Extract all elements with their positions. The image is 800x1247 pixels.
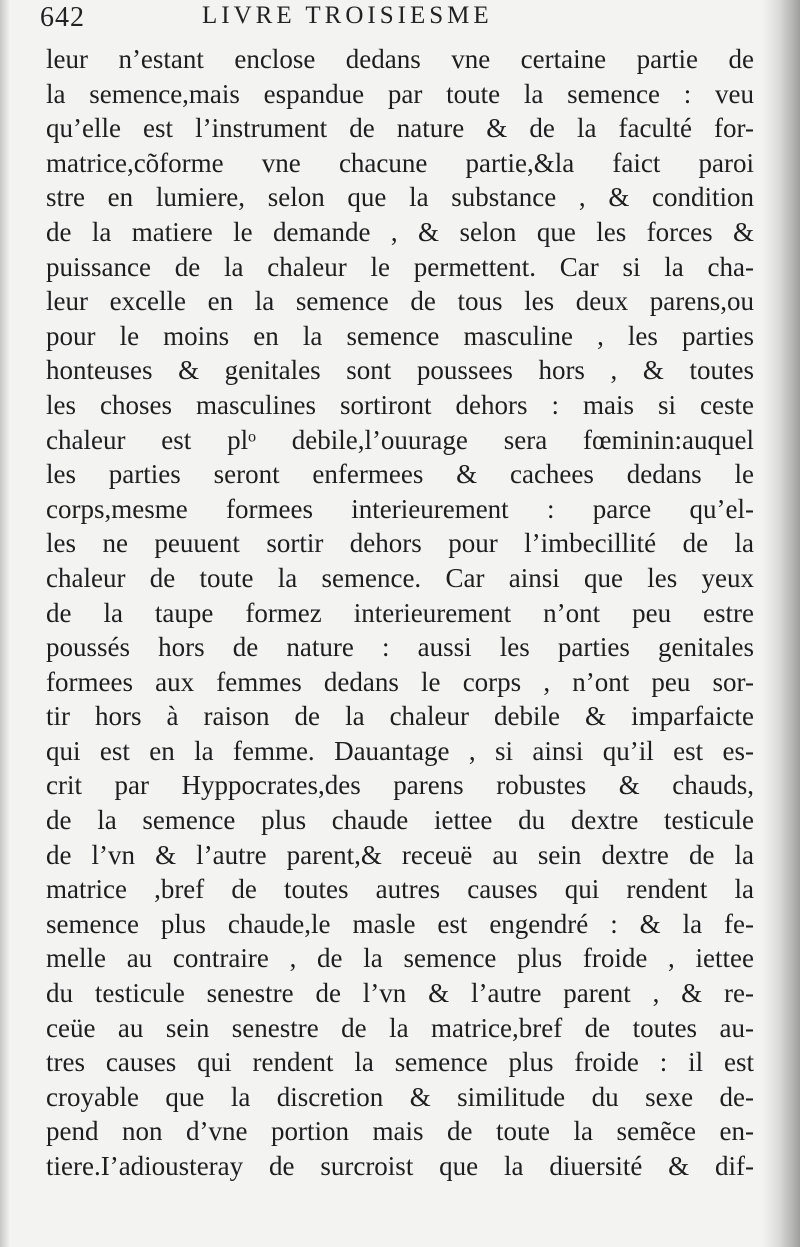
text-line: ceüe au sein senestre de la matrice,bref de toutes au- [46,1012,754,1043]
text-line: leur excelle en la semence de tous les deux parens,ou [46,286,754,317]
text-line: croyable que la discretion & similitude du sexe de- [46,1081,754,1112]
text-line: de l’vn & l’autre parent,& receuë au sein dextre de la [46,839,754,870]
running-head: LIVRE TROISIESME [202,2,493,29]
text-line: de la taupe formez interieurement n’ont peu estre [46,597,754,628]
text-line: crit par Hyppocrates,des parens robustes & chauds, [46,770,754,801]
text-line: du testicule senestre de l’vn & l’autre parent , & re- [46,978,754,1009]
text-line: puissance de la chaleur le permettent. Car si la cha- [46,251,754,282]
text-line: les ne peuuent sortir dehors pour l’imbecillité de la [46,528,754,559]
text-line: tres causes qui rendent la semence plus froide : il est [46,1047,754,1078]
text-line: corps,mesme formees interieurement : parce qu’el- [46,493,754,524]
text-line: les choses masculines sortiront dehors : mais si ceste [46,389,754,420]
page-edge-shadow [0,0,10,1247]
text-line: de la semence plus chaude iettee du dextre testicule [46,805,754,836]
text-line: stre en lumiere, selon que la substance , & condition [46,182,754,213]
text-line: melle au contraire , de la semence plus froide , iettee [46,943,754,974]
text-line: matrice,cõforme vne chacune partie,&la faict paroi [46,147,754,178]
text-line: de la matiere le demande , & selon que les forces & [46,216,754,247]
text-line: leur n’estant enclose dedans vne certaine partie de [46,44,754,74]
text-line: qui est en la femme. Dauantage , si ainsi qu’il est es- [46,735,754,766]
text-line: les parties seront enfermees & cachees dedans le [46,459,754,490]
text-line: honteuses & genitales sont poussees hors , & toutes [46,355,754,386]
text-line: formees aux femmes dedans le corps , n’ont peu sor- [46,666,754,697]
binding-shadow [762,0,800,1247]
text-line: pend non d’vne portion mais de toute la semẽce en- [46,1116,754,1147]
text-line: matrice ,bref de toutes autres causes qui rendent la [46,874,754,905]
page-header [40,0,760,36]
text-line: chaleur de toute la semence. Car ainsi que les yeux [46,562,754,593]
text-line: la semence,mais espandue par toute la semence : veu [46,78,754,109]
text-line: tir hors à raison de la chaleur debile & imparfaicte [46,701,754,732]
text-line: semence plus chaude,le masle est engendré : & la fe- [46,908,754,939]
text-line: poussés hors de nature : aussi les parties genitales [46,632,754,663]
text-line: qu’elle est l’instrument de nature & de la faculté for- [46,113,754,144]
page-number: 642 [40,2,85,33]
text-line: chaleur est plᵒ debile,l’ouurage sera fœminin:auquel [46,424,754,455]
text-line: tiere.I’adiousteray de surcroist que la diuersité & dif- [46,1151,754,1181]
body-text [46,42,754,1184]
text-line: pour le moins en la semence masculine , les parties [46,320,754,351]
